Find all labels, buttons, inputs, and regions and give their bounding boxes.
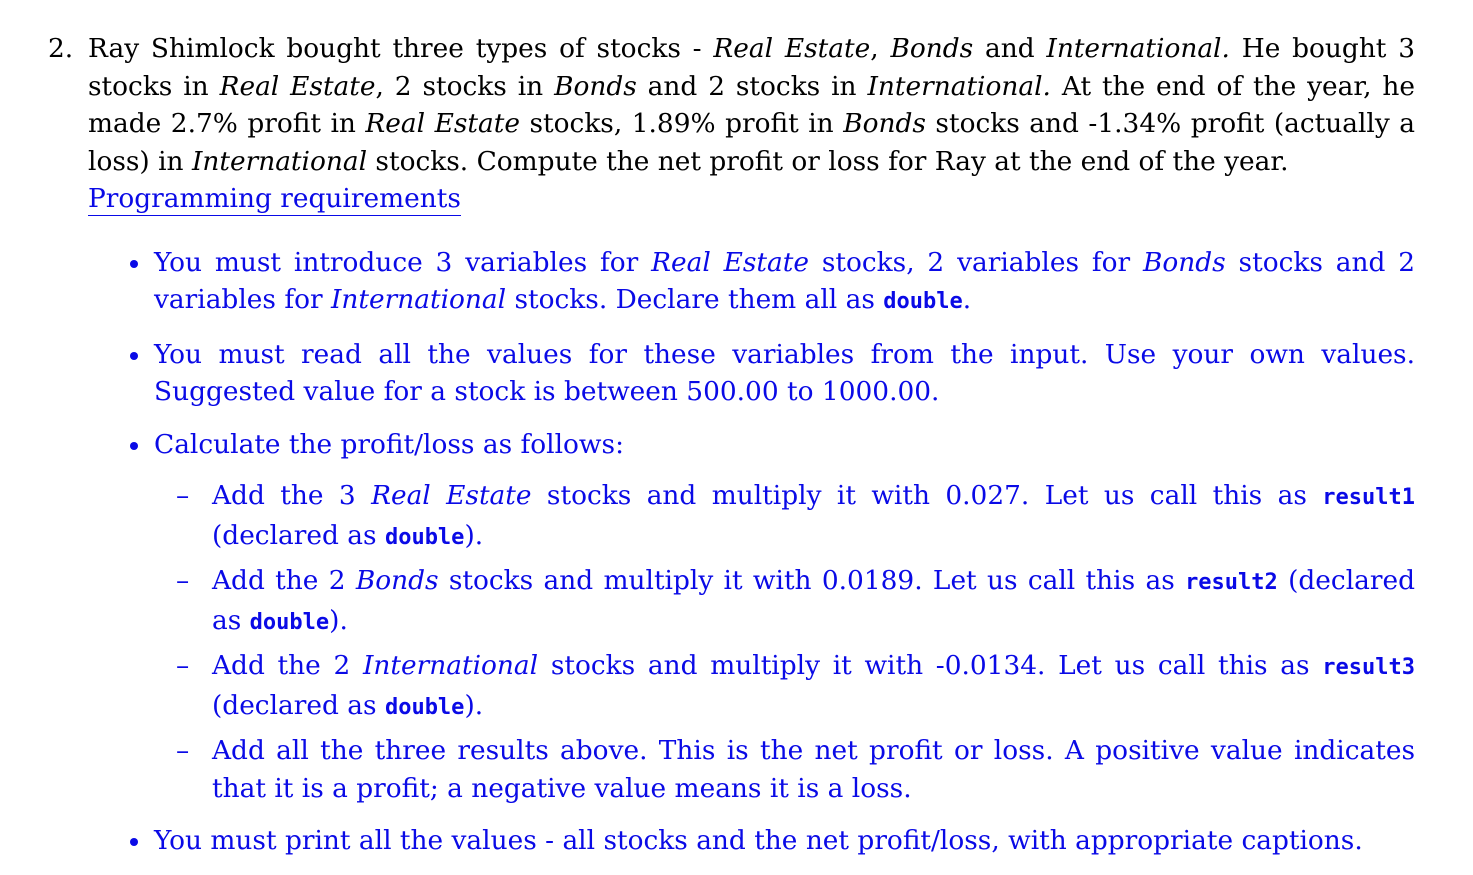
text: stocks and multiply it with -0.0134. Let us call this as <box>538 650 1323 681</box>
term-bonds: Bonds <box>843 108 926 139</box>
text: and 2 stocks in <box>636 70 868 102</box>
text: stocks. Declare them all as <box>506 284 884 315</box>
term-real-estate: Real Estate <box>219 70 376 102</box>
requirement-print: You must print all the values - all stocks and the net profit/loss, with appropriate captions. <box>88 822 1415 860</box>
code-double: double <box>249 609 330 635</box>
text: ). <box>464 689 484 721</box>
text: (declared as <box>212 565 1415 636</box>
programming-requirements-heading: Programming requirements <box>88 183 461 214</box>
step-result1 <box>154 477 1415 556</box>
text: ). <box>464 519 484 551</box>
requirements-list <box>88 244 1415 860</box>
term-bonds: Bonds <box>554 70 637 102</box>
code-double: double <box>384 694 465 720</box>
term-bonds: Bonds <box>355 565 439 596</box>
text: stocks, 2 variables for <box>809 246 1143 278</box>
problem-statement <box>88 30 1415 180</box>
term-international: International <box>191 145 368 177</box>
text: You must introduce 3 variables for <box>154 246 652 278</box>
term-international: International. <box>1046 33 1230 64</box>
term-international: International <box>330 284 507 315</box>
text: He bought 3 stocks in <box>88 33 1416 102</box>
text: , 2 stocks in <box>375 70 555 102</box>
problem-body <box>88 30 1415 875</box>
term-real-estate: Real Estate <box>371 480 532 511</box>
requirement-read-input: You must read all the values for these variables from the input. Use your own values. Suggested value for a stock is between 500.00 to 1000.00. <box>88 336 1415 411</box>
code-result2: result2 <box>1185 570 1278 595</box>
text: , <box>870 33 891 64</box>
text: stocks and multiply it with 0.027. Let us call this as <box>531 480 1323 511</box>
code-result3: result3 <box>1322 655 1415 680</box>
term-real-estate: Real Estate <box>651 246 809 278</box>
text: Add the 3 <box>212 480 372 511</box>
problem-2 <box>48 30 1415 875</box>
term-international: International <box>363 650 539 681</box>
text: . <box>962 284 972 315</box>
term-bonds: Bonds <box>890 33 974 64</box>
calculate-lead: Calculate the profit/loss as follows: <box>154 428 624 460</box>
code-result1: result1 <box>1322 485 1416 510</box>
step-net-result: – Add all the three results above. This is the net profit or loss. A positive value indicates that it is a profit; a negative value means it is a loss. <box>154 732 1415 807</box>
text: ). <box>329 604 348 636</box>
term-real-estate: Real Estate <box>365 108 520 139</box>
requirement-variables <box>88 244 1415 321</box>
text: (declared as <box>212 519 385 551</box>
problem-number: 2. <box>48 33 74 64</box>
text: Ray Shimlock bought three types of stocks - <box>88 33 714 64</box>
text: Add the 2 <box>212 565 356 596</box>
text: stocks and multiply it with 0.0189. Let us call this as <box>438 565 1186 596</box>
text: Add the 2 <box>212 650 363 681</box>
code-double: double <box>384 524 465 550</box>
step-result2 <box>154 562 1415 641</box>
step-result3 <box>154 647 1415 726</box>
term-international: International. <box>867 70 1051 102</box>
term-bonds: Bonds <box>1142 246 1226 278</box>
text: (declared as <box>212 689 385 721</box>
text: At the end of the year, he made 2.7% profit in <box>88 70 1415 139</box>
calculation-steps <box>154 477 1415 807</box>
requirement-calculate <box>88 426 1415 808</box>
text: stocks. Compute the net profit or loss for Ray at the end of the year. <box>367 145 1289 177</box>
code-double: double <box>883 289 963 314</box>
text: stocks and 2 variables for <box>154 246 1416 315</box>
text: stocks, 1.89% profit in <box>519 108 844 139</box>
text: stocks and -1.34% profit (actually a loss) in <box>88 108 1415 177</box>
term-real-estate: Real Estate <box>713 33 871 64</box>
text: and <box>973 33 1047 64</box>
